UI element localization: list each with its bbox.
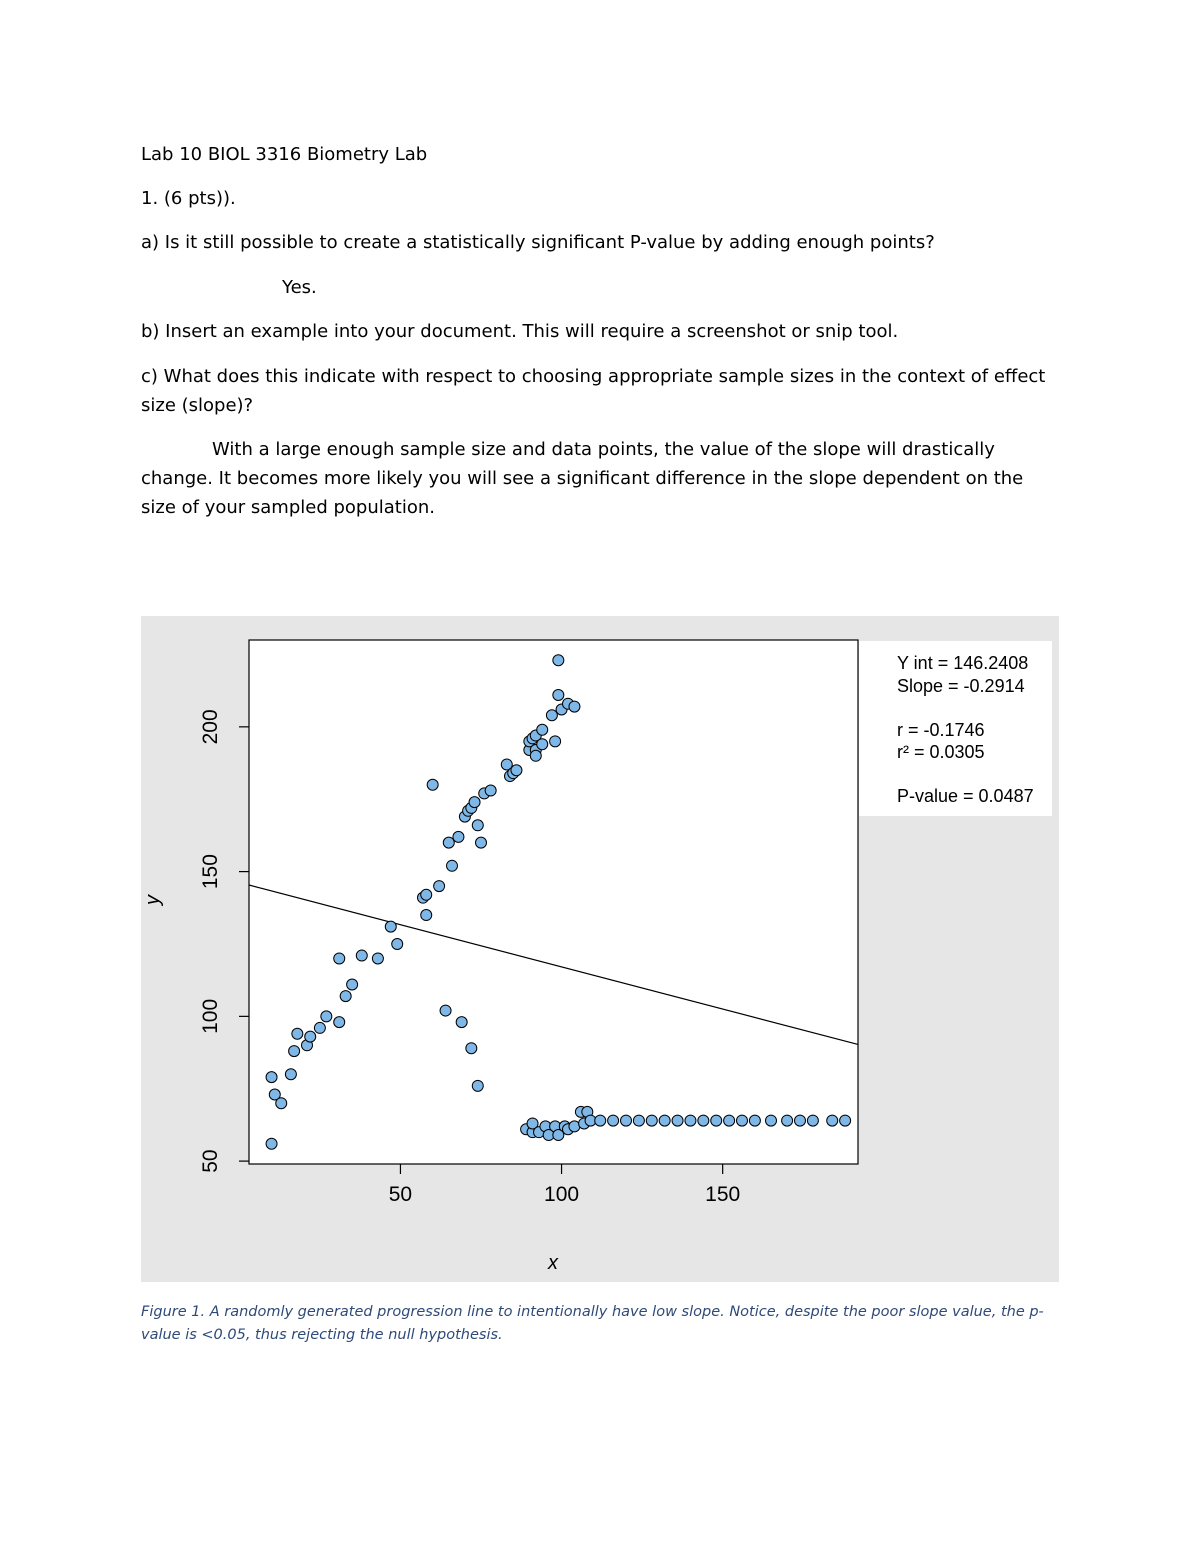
data-point [659, 1115, 670, 1126]
question-number: 1. (6 pts)). [141, 188, 236, 209]
figure-caption: Figure 1. A randomly generated progression line to intentionally have low slope. Notice, despite the poor slope value, the p-value is <0.05, thus rejecting the null hypothesis. [141, 1304, 1044, 1343]
data-point [724, 1115, 735, 1126]
x-tick-label: 150 [705, 1183, 741, 1206]
question-a: a) Is it still possible to create a statistically significant P-value by adding enough points? [141, 232, 935, 253]
data-point [334, 1017, 345, 1028]
data-point [434, 881, 445, 892]
data-point [289, 1046, 300, 1057]
data-point [711, 1115, 722, 1126]
r-squared-text: r² = 0.0305 [897, 742, 985, 762]
x-tick-label: 50 [388, 1183, 413, 1206]
data-point [827, 1115, 838, 1126]
data-point [553, 655, 564, 666]
data-point [453, 831, 464, 842]
x-tick-label: 100 [544, 1183, 580, 1206]
data-point [440, 1005, 451, 1016]
data-point [356, 950, 367, 961]
data-point [766, 1115, 777, 1126]
data-point [546, 710, 557, 721]
data-point [807, 1115, 818, 1126]
question-b: b) Insert an example into your document. This will require a screenshot or snip tool. [141, 321, 899, 342]
p-value-text: P-value = 0.0487 [897, 786, 1034, 806]
data-point [553, 690, 564, 701]
data-point [782, 1115, 793, 1126]
data-point [550, 736, 561, 747]
stats-panel [859, 641, 1052, 816]
data-point [840, 1115, 851, 1126]
data-point [595, 1115, 606, 1126]
data-point [537, 724, 548, 735]
data-point [685, 1115, 696, 1126]
data-point [476, 837, 487, 848]
data-point [443, 837, 454, 848]
data-point [427, 779, 438, 790]
data-point [266, 1138, 277, 1149]
y-intercept-text: Y int = 146.2408 [897, 653, 1029, 673]
data-point [608, 1115, 619, 1126]
y-tick-label: 100 [199, 998, 222, 1034]
data-point [266, 1072, 277, 1083]
data-point [646, 1115, 657, 1126]
data-point [334, 953, 345, 964]
data-point [537, 739, 548, 750]
data-point [472, 1080, 483, 1091]
data-point [314, 1022, 325, 1033]
r-text: r = -0.1746 [897, 720, 985, 740]
data-point [372, 953, 383, 964]
slope-text: Slope = -0.2914 [897, 676, 1025, 696]
answer-c: With a large enough sample size and data points, the value of the slope will drastically change. It becomes more likely you will see a significant difference in the slope dependent on the size of your sampled population. [141, 439, 1024, 518]
data-point [347, 979, 358, 990]
y-tick-label: 50 [199, 1149, 222, 1173]
x-axis-label: x [548, 1252, 558, 1274]
answer-a: Yes. [282, 277, 317, 298]
y-tick-label: 150 [199, 854, 222, 890]
data-point [447, 860, 458, 871]
data-point [698, 1115, 709, 1126]
data-point [285, 1069, 296, 1080]
data-point [749, 1115, 760, 1126]
data-point [340, 991, 351, 1002]
data-point [385, 921, 396, 932]
question-c: c) What does this indicate with respect to choosing appropriate sample sizes in the context of effect size (slope)? [141, 366, 1046, 416]
data-point [511, 765, 522, 776]
y-tick-label: 200 [199, 709, 222, 745]
data-point [737, 1115, 748, 1126]
y-axis-label: y [142, 895, 164, 905]
data-point [321, 1011, 332, 1022]
data-point [305, 1031, 316, 1042]
data-point [456, 1017, 467, 1028]
data-point [276, 1098, 287, 1109]
data-point [795, 1115, 806, 1126]
page-title: Lab 10 BIOL 3316 Biometry Lab [141, 144, 428, 165]
data-point [392, 938, 403, 949]
data-point [292, 1028, 303, 1039]
data-point [472, 820, 483, 831]
data-point [469, 797, 480, 808]
data-point [421, 889, 432, 900]
data-point [530, 750, 541, 761]
data-point [621, 1115, 632, 1126]
data-point [485, 785, 496, 796]
data-point [633, 1115, 644, 1126]
data-point [466, 1043, 477, 1054]
data-point [421, 910, 432, 921]
data-point [672, 1115, 683, 1126]
data-point [569, 701, 580, 712]
